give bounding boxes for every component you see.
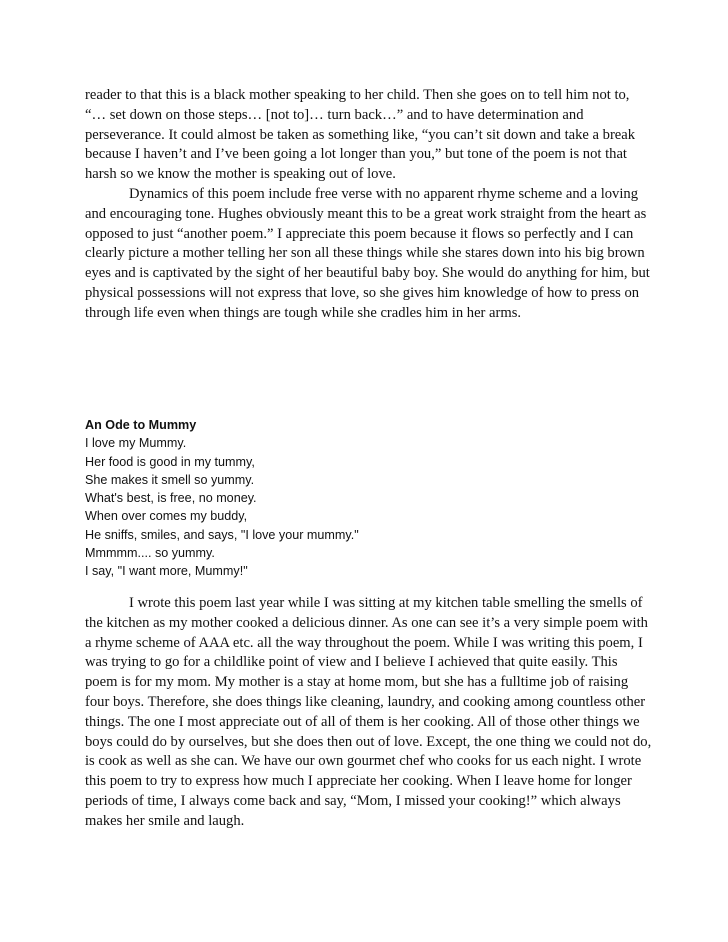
text-line: boys could do by ourselves, but she does then out of love. Except, the one thing we could not do, [85, 733, 652, 750]
poem-line: I say, "I want more, Mummy!" [85, 564, 248, 579]
text-line: “… set down on those steps… [not to]… turn back…” and to have determination and [85, 106, 584, 123]
text-line: periods of time, I always come back and say, “Mom, I missed your cooking!” which always [85, 792, 621, 809]
poem-line: Mmmmm.... so yummy. [85, 546, 215, 561]
text-line: physical possessions will not express that love, so she gives him knowledge of how to press on [85, 284, 640, 301]
text-line: makes her smile and laugh. [85, 812, 245, 829]
poem-block [85, 416, 585, 581]
text-line: Dynamics of this poem include free verse with no apparent rhyme scheme and a loving [129, 186, 638, 202]
text-line: the kitchen as my mother cooked a delicious dinner. As one can see it’s a very simple poem with [85, 614, 648, 631]
text-line: perseverance. It could almost be taken as something like, “you can’t sit down and take a break [85, 126, 636, 143]
text-line: this poem to try to express how much I appreciate her cooking. When I leave home for longer [85, 773, 632, 790]
paragraph-analysis-1 [85, 86, 660, 185]
text-line: a rhyme scheme of AAA etc. all the way throughout the poem. While I was writing this poem, I [85, 634, 643, 651]
text-line: poem is for my mom. My mother is a stay at home mom, but she has a fulltime job of raising [85, 674, 629, 691]
poem-line: Her food is good in my tummy, [85, 454, 255, 469]
paragraph-reflection [85, 594, 660, 832]
poem-line: I love my Mummy. [85, 436, 187, 451]
poem-line: He sniffs, smiles, and says, "I love your mummy." [85, 527, 359, 542]
text-line: I wrote this poem last year while I was sitting at my kitchen table smelling the smells of [129, 595, 643, 611]
text-line: opposed to just “another poem.” I appreciate this poem because it flows so perfectly and I can [85, 225, 634, 242]
text-line: reader to that this is a black mother speaking to her child. Then she goes on to tell him not to, [85, 87, 630, 103]
text-line: four boys. Therefore, she does things like cleaning, laundry, and cooking among countless other [85, 693, 646, 710]
poem-title: An Ode to Mummy [85, 418, 197, 432]
text-line: and encouraging tone. Hughes obviously meant this to be a great work straight from the heart as [85, 205, 647, 222]
text-line: was trying to go for a childlike point of view and I believe I achieved that quite easily. This [85, 654, 618, 671]
text-line: clearly picture a mother telling her son all these things while she stares down into his big brown [85, 245, 645, 262]
text-line: eyes and is captivated by the sight of her beautiful baby boy. She would do anything for him, but [85, 265, 650, 282]
poem-line: What's best, is free, no money. [85, 491, 257, 506]
paragraph-dynamics [85, 185, 660, 324]
text-line: is cook as well as she can. We have our own gourmet chef who cooks for us each night. I wrote [85, 753, 642, 770]
poem-line: She makes it smell so yummy. [85, 472, 255, 487]
text-line: through life even when things are tough while she cradles him in her arms. [85, 304, 522, 321]
poem-line: When over comes my buddy, [85, 509, 248, 524]
text-line: things. The one I most appreciate out of all of them is her cooking. All of those other things we [85, 713, 640, 730]
text-line: because I haven’t and I’ve been going a lot longer than you,” but tone of the poem is not that [85, 146, 627, 163]
text-line: harsh so we know the mother is speaking out of love. [85, 166, 396, 183]
